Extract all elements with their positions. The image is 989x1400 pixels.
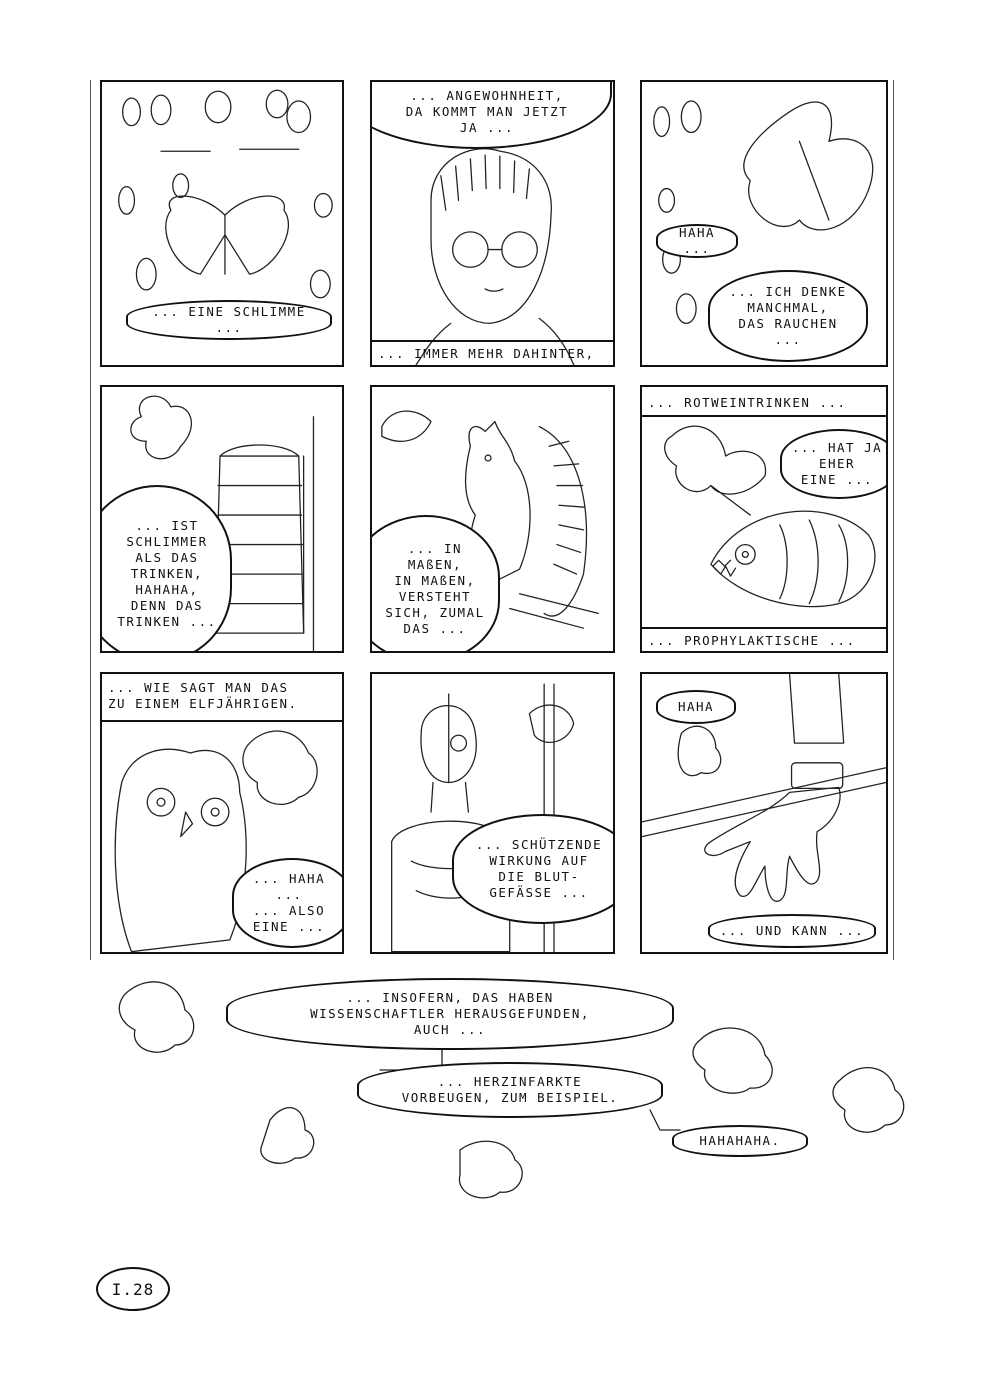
pencil-guide-line xyxy=(90,80,91,960)
panel-5 xyxy=(370,385,615,653)
panel-8 xyxy=(370,672,615,954)
pencil-guide-line xyxy=(893,80,894,960)
panel-3 xyxy=(640,80,888,367)
speech-bubble: HAHAHAHA. xyxy=(672,1125,808,1157)
speech-bubble: ... HAHA ... ... ALSO EINE ... xyxy=(232,858,344,948)
speech-bubble: ... UND KANN ... xyxy=(708,914,876,948)
caption-line xyxy=(372,340,615,342)
panel-4 xyxy=(100,385,344,653)
caption-text: ... ROTWEINTRINKEN ... xyxy=(648,395,847,410)
speech-bubble: ... IST SCHLIMMER ALS DAS TRINKEN, HAHAHA, DENN DAS TRINKEN ... xyxy=(100,485,232,653)
speech-bubble: ... ANGEWOHNHEIT, DA KOMMT MAN JETZT JA ... xyxy=(370,80,612,149)
speech-bubble: ... IN MAßEN, IN MAßEN, VERSTEHT SICH, ZUMAL DAS ... xyxy=(370,515,500,653)
panel-1 xyxy=(100,80,344,367)
caption-text: ... PROPHYLAKTISCHE ... xyxy=(648,633,856,648)
caption-line xyxy=(642,415,888,417)
speech-bubble: ... HERZINFARKTE VORBEUGEN, ZUM BEISPIEL. xyxy=(357,1062,663,1118)
speech-bubble: HAHA ... xyxy=(656,224,738,258)
caption-line xyxy=(102,720,344,722)
speech-bubble: HAHA xyxy=(656,690,736,724)
caption-line xyxy=(642,627,888,629)
caption-text: ... WIE SAGT MAN DAS ZU EINEM ELFJÄHRIGEN. xyxy=(108,680,298,711)
panel-2 xyxy=(370,80,615,367)
panel-6 xyxy=(640,385,888,653)
speech-bubble: ... EINE SCHLIMME ... xyxy=(126,300,332,340)
speech-bubble: ... ICH DENKE MANCHMAL, DAS RAUCHEN ... xyxy=(708,270,868,362)
speech-bubble: ... HAT JA EHER EINE ... xyxy=(780,429,888,499)
page-number: I.28 xyxy=(96,1267,170,1311)
panel-9 xyxy=(640,672,888,954)
piranha-and-butterfly-illustration xyxy=(642,387,886,651)
speech-bubble: ... SCHÜTZENDE WIRKUNG AUF DIE BLUT- GEFÄSSE ... xyxy=(452,814,615,924)
speech-bubble: ... INSOFERN, DAS HABEN WISSENSCHAFTLER HERAUSGEFUNDEN, AUCH ... xyxy=(226,978,674,1050)
caption-text: ... IMMER MEHR DAHINTER, xyxy=(378,346,595,361)
panel-7 xyxy=(100,672,344,954)
